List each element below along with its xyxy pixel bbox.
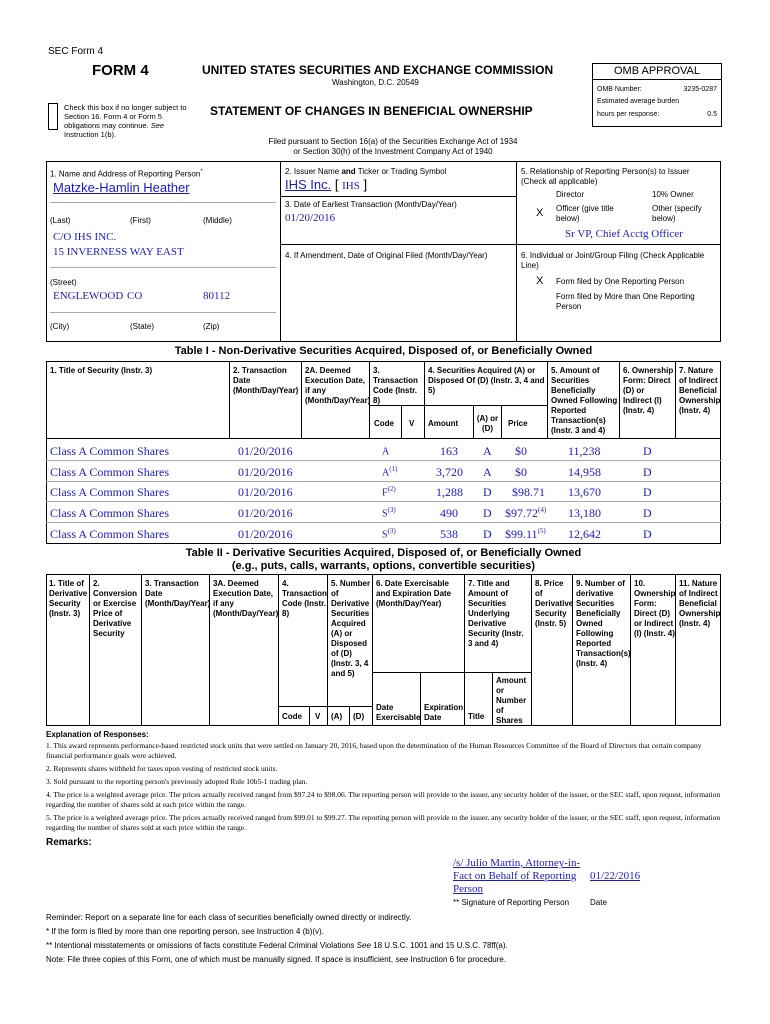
officer-title: Sr VP, Chief Acctg Officer <box>565 228 683 240</box>
earliest-transaction-date: 01/20/2016 <box>285 212 336 224</box>
box6-label: 6. Individual or Joint/Group Filing (Check Applicable Line) <box>521 251 705 270</box>
footnote: 5. The price is a weighted average price. The prices actually received ranged from $99.01 to $99.27. The reporting person will provide to the issuer, any security holder of the issuer, or the SEC staff, upon request, information regarding the number of shares sold at each price within the range. <box>46 813 721 832</box>
officer-check-mark: X <box>536 207 544 219</box>
footnotes <box>46 741 722 833</box>
statement-title: STATEMENT OF CHANGES IN BENEFICIAL OWNERSHIP <box>210 104 533 118</box>
footnote: 2. Represents shares withheld for taxes upon vesting of restricted stock units. <box>46 764 278 773</box>
form-title: FORM 4 <box>92 62 149 79</box>
footnote: 4. The price is a weighted average price. The prices actually received ranged from $97.24 to $98.06. The reporting person will provide to the issuer, any security holder of the issuer, or the SEC staff, upon request, information regarding the number of shares sold at each price within the range. <box>46 790 721 809</box>
signature-label: ** Signature of Reporting Person <box>453 898 570 907</box>
one-person-check-mark: X <box>536 275 544 287</box>
issuer: IHS Inc. [ IHS ] <box>285 177 368 192</box>
signature-name[interactable]: /s/ Julio Martin, Attorney-in-Fact on Behalf of Reporting Person <box>453 857 581 895</box>
reminder: Reminder: Report on a separate line for each class of securities beneficially owned directly or indirectly. <box>46 913 412 922</box>
zip-value: 80112 <box>203 290 231 302</box>
sec-form-label: SEC Form 4 <box>48 46 104 57</box>
filed-pursuant: Filed pursuant to Section 16(a) of the Securities Exchange Act of 1934 or Section 30(h) of the Investment Company Act of 1940 <box>268 137 518 156</box>
note-misstatements: ** Intentional misstatements or omissions of facts constitute Federal Criminal Violations See 18 U.S.C. 1001 and 15 U.S.C. 78ff(a). <box>46 941 508 950</box>
explanation-title: Explanation of Responses: <box>46 730 149 739</box>
omb-hours: 0.5 <box>707 111 717 118</box>
note-three-copies: Note: File three copies of this Form, one of which must be manually signed. If space is insufficient, see Instruction 6 for procedure. <box>46 955 507 964</box>
box1-label: 1. Name and Address of Reporting Person* <box>50 169 203 179</box>
location: Washington, D.C. 20549 <box>332 78 419 87</box>
no-longer-subject-checkbox[interactable] <box>48 103 58 130</box>
state-value: CO <box>127 290 143 302</box>
signature-date: 01/22/2016 <box>590 870 641 882</box>
box2-label: 2. Issuer Name and Ticker or Trading Symbol <box>285 167 447 176</box>
table2-title: Table II - Derivative Securities Acquired, Disposed of, or Beneficially Owned (e.g., puts, calls, warrants, options, convertible securities) <box>185 547 582 572</box>
footnote: 3. Sold pursuant to the reporting person's previously adopted Rule 10b5-1 trading plan. <box>46 777 308 786</box>
footnote: 1. This award represents performance-based restricted stock units that were settled on January 20, 2016, based upon the determination of the Human Resources Committee of the Board of Directors that certain company financial performance goals were achieved. <box>46 741 702 760</box>
omb-box: OMB APPROVAL OMB Number: 3235-0287 Estimated average burden hours per response: 0.5 <box>592 63 722 127</box>
box3-label: 3. Date of Earliest Transaction (Month/Day/Year) <box>285 200 457 209</box>
table1-title: Table I - Non-Derivative Securities Acquired, Disposed of, or Beneficially Owned <box>174 345 593 357</box>
address-line-1: C/O IHS INC. <box>53 231 117 243</box>
omb-number: 3235-0287 <box>683 86 717 93</box>
reporting-person-name[interactable]: Matzke-Hamlin Heather <box>53 180 190 195</box>
box4-label: 4. If Amendment, Date of Original Filed (Month/Day/Year) <box>285 251 488 260</box>
checkbox-text: Check this box if no longer subject to Section 16. Form 4 or Form 5 obligations may continue. See Instruction 1(b). <box>64 103 187 139</box>
commission-title: UNITED STATES SECURITIES AND EXCHANGE COMMISSION <box>202 63 554 77</box>
date-label: Date <box>590 898 607 907</box>
box5-label: 5. Relationship of Reporting Person(s) to Issuer (Check all applicable) <box>521 167 690 186</box>
issuer-name[interactable]: IHS Inc. <box>285 177 332 192</box>
address-line-2: 15 INVERNESS WAY EAST <box>53 246 184 258</box>
remarks-label: Remarks: <box>46 837 92 848</box>
note-multiple-persons: * If the form is filed by more than one reporting person, see Instruction 4 (b)(v). <box>46 927 324 936</box>
city-value: ENGLEWOOD <box>53 290 124 302</box>
ticker: IHS <box>342 180 360 192</box>
omb-title: OMB APPROVAL <box>593 64 721 80</box>
